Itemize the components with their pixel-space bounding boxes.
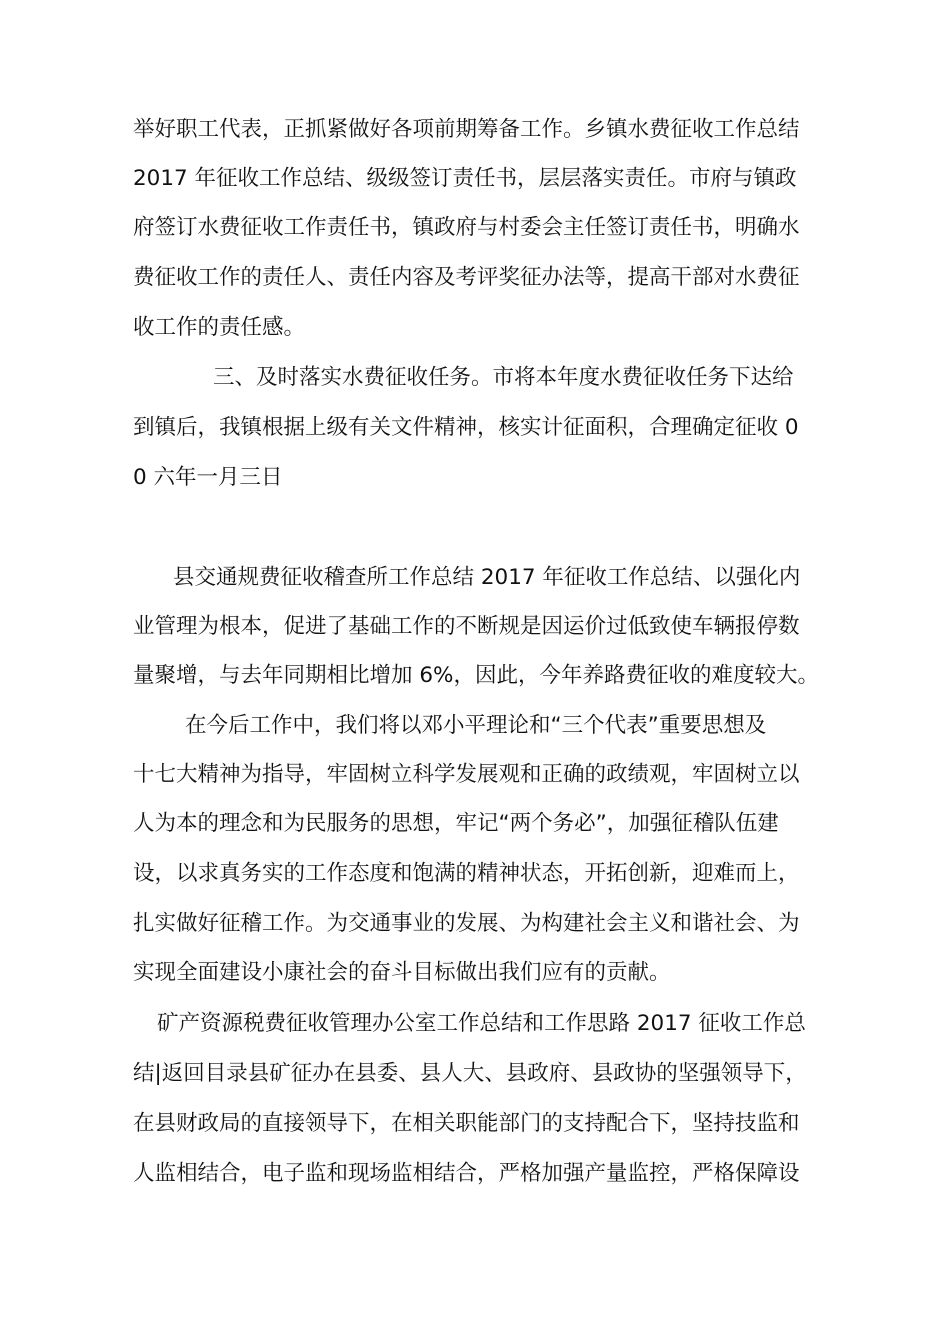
text-line: 费征收工作的责任人、责任内容及考评奖征办法等，提高干部对水费征 xyxy=(133,265,800,290)
text-line: 实现全面建设小康社会的奋斗目标做出我们应有的贡献。 xyxy=(133,960,671,985)
text-line: 0 六年一月三日 xyxy=(133,465,283,490)
text-line: 矿产资源税费征收管理办公室工作总结和工作思路 2017 征收工作总 xyxy=(157,1011,806,1036)
text-line: 扎实做好征稽工作。为交通事业的发展、为构建社会主义和谐社会、为 xyxy=(133,911,800,936)
text-line: 收工作的责任感。 xyxy=(133,315,306,340)
text-line: 十七大精神为指导，牢固树立科学发展观和正确的政绩观，牢固树立以 xyxy=(133,762,800,787)
text-line: 到镇后，我镇根据上级有关文件精神，核实计征面积，合理确定征收 0 xyxy=(133,415,799,440)
text-line: 量聚增，与去年同期相比增加 6%，因此，今年养路费征收的难度较大。 xyxy=(133,663,819,688)
text-line: 在县财政局的直接领导下，在相关职能部门的支持配合下，坚持技监和 xyxy=(133,1111,800,1136)
text-line: 府签订水费征收工作责任书，镇政府与村委会主任签订责任书，明确水 xyxy=(133,215,800,240)
text-line: 举好职工代表，正抓紧做好各项前期筹备工作。乡镇水费征收工作总结 xyxy=(133,117,800,142)
text-line: 人为本的理念和为民服务的思想，牢记“两个务必”，加强征稽队伍建 xyxy=(133,811,779,836)
text-line: 2017 年征收工作总结、级级签订责任书，层层落实责任。市府与镇政 xyxy=(133,166,797,191)
text-line: 设，以求真务实的工作态度和饱满的精神状态，开拓创新，迎难而上， xyxy=(133,861,800,886)
text-line: 业管理为根本，促进了基础工作的不断规是因运价过低致使车辆报停数 xyxy=(133,614,800,639)
text-line: 县交通规费征收稽查所工作总结 2017 年征收工作总结、以强化内 xyxy=(173,565,801,590)
text-line: 三、及时落实水费征收任务。市将本年度水费征收任务下达给 xyxy=(213,365,794,390)
text-line: 人监相结合，电子监和现场监相结合，严格加强产量监控，严格保障设 xyxy=(133,1161,800,1186)
text-line: 结|返回目录县矿征办在县委、县人大、县政府、县政协的坚强领导下， xyxy=(133,1061,807,1086)
text-line: 在今后工作中，我们将以邓小平理论和“三个代表”重要思想及 xyxy=(185,713,767,738)
